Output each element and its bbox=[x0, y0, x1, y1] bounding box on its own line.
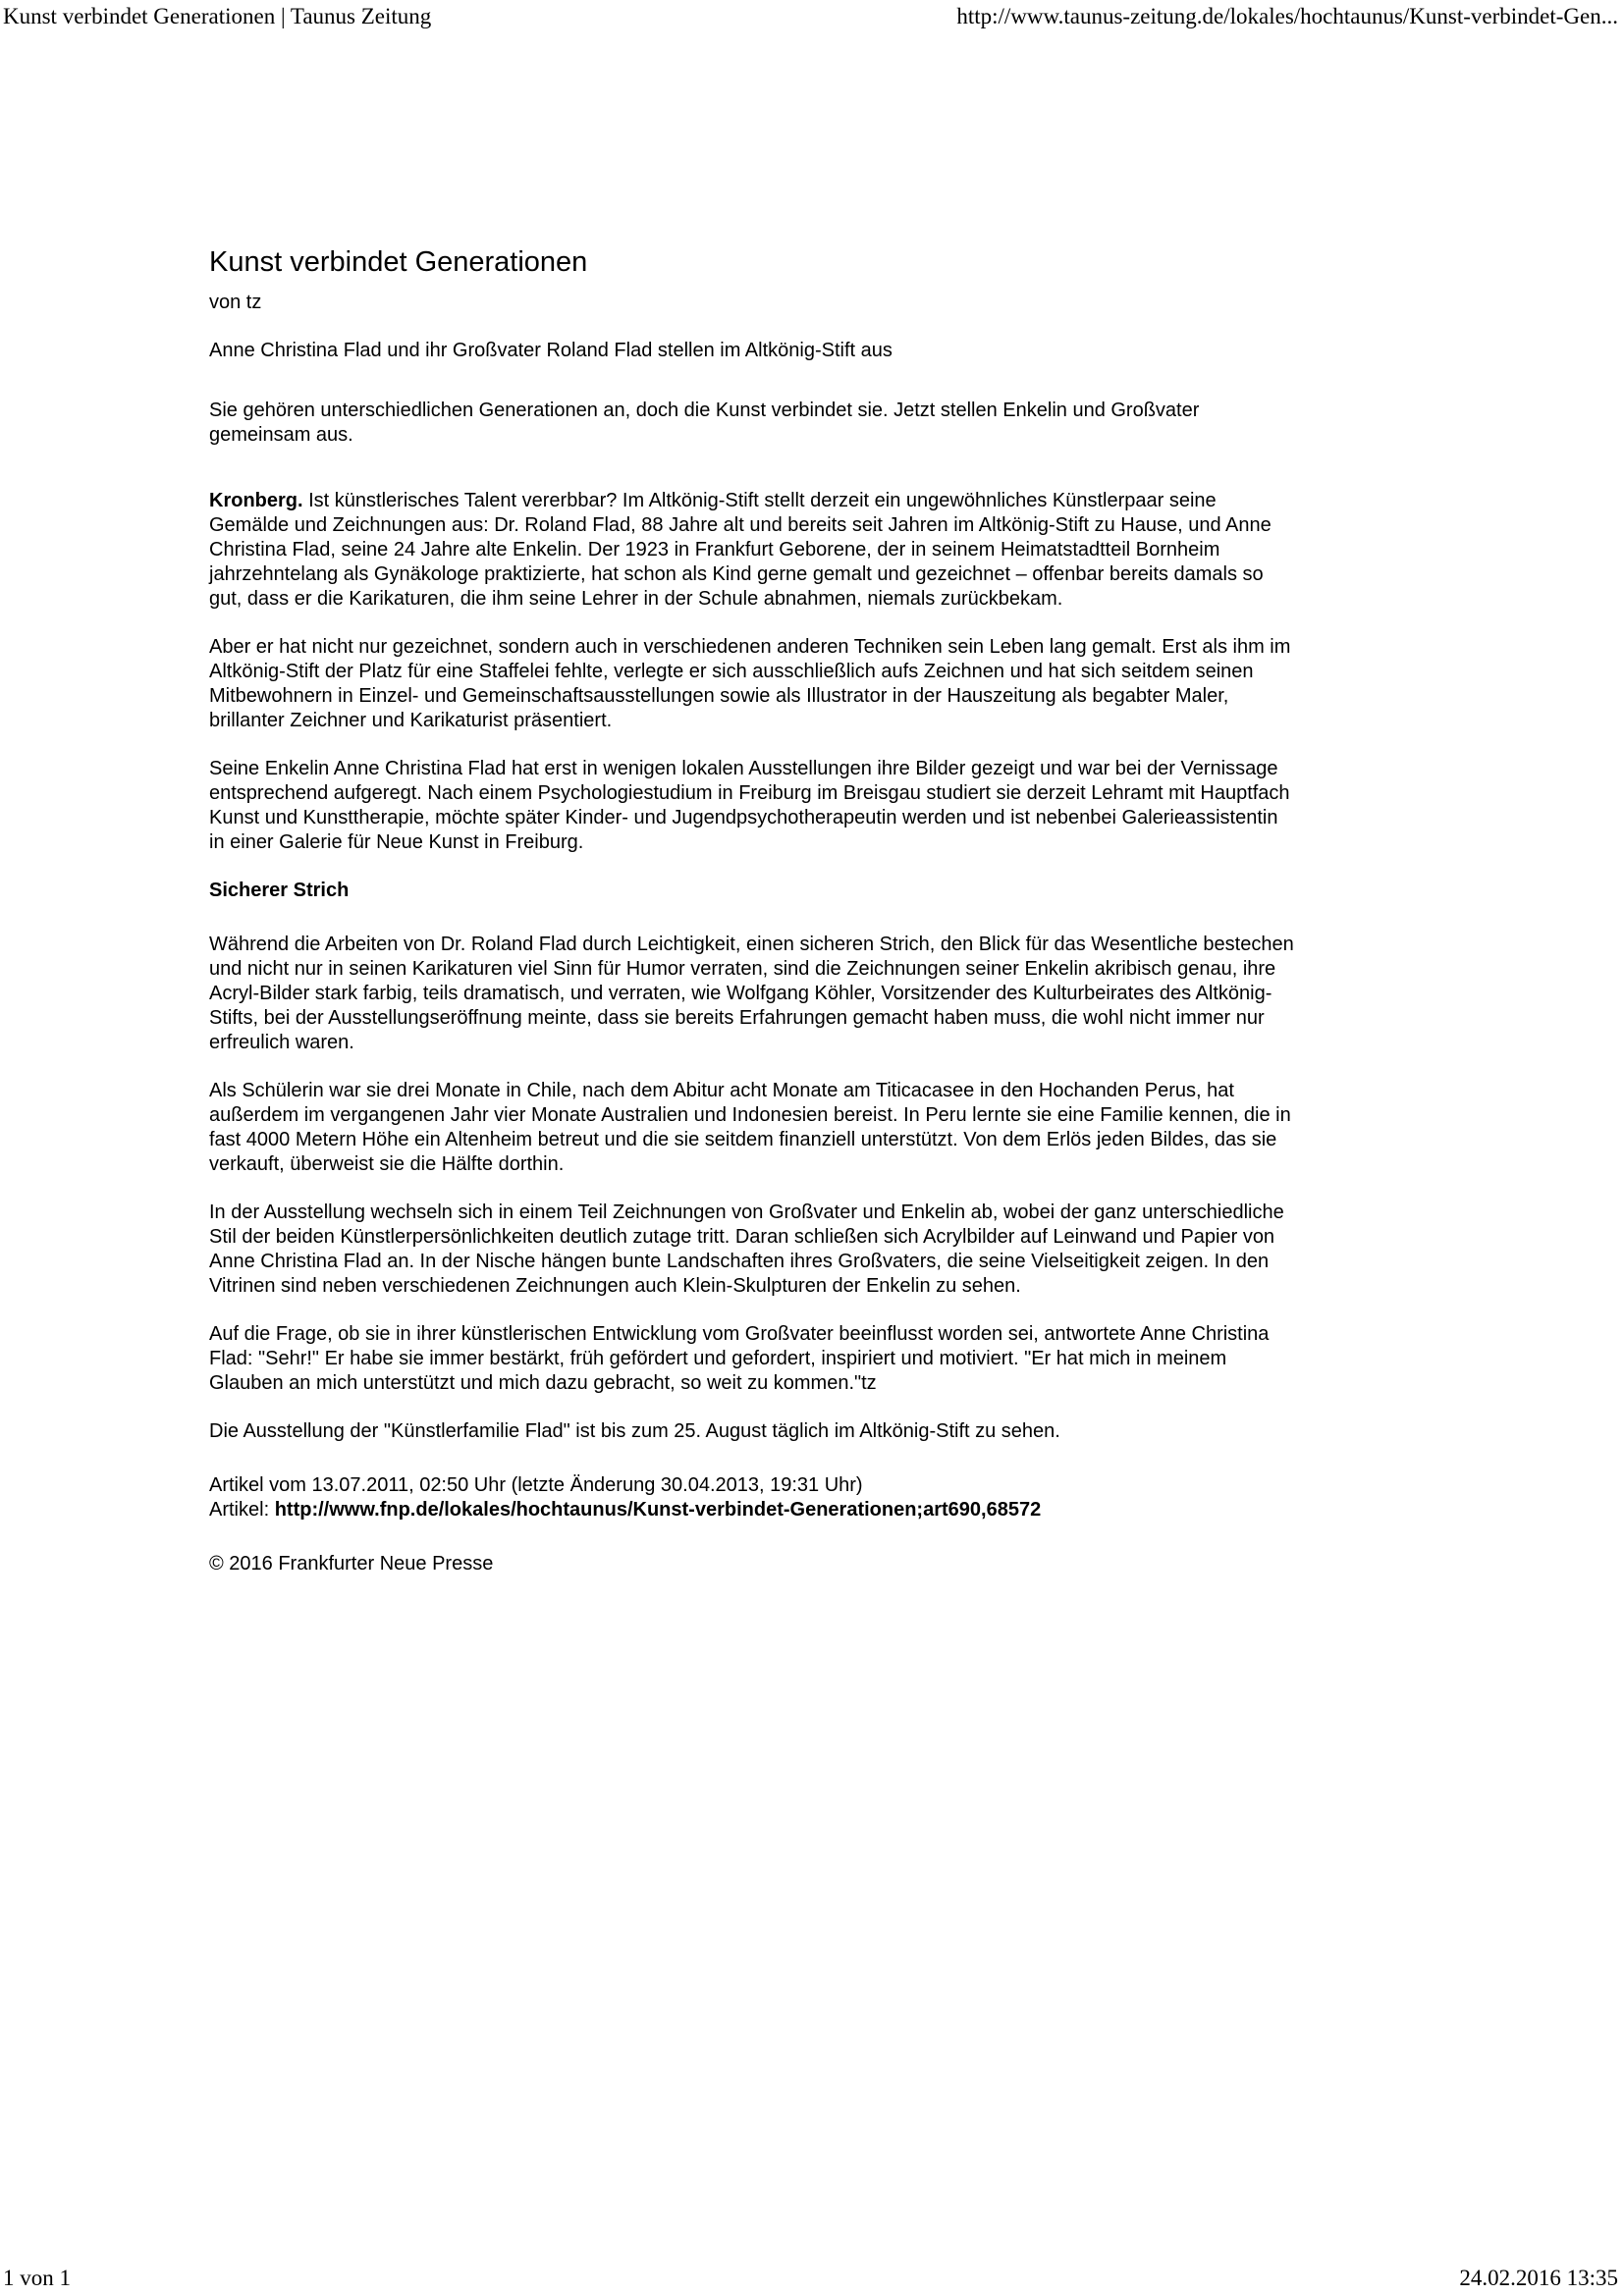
article-paragraph: Aber er hat nicht nur gezeichnet, sondern auch in verschiedenen anderen Techniken sein Leben lang gemalt. Erst als ihm im Altkönig-Stift der Platz für eine Staffelei fehlte, verlegte er sich ausschließlich aufs Zeichnen und hat sich seitdem seinen Mitbewohnern in Einzel- und Gemeinschaftsausstellungen sowie als Illustrator in der Hauszeitung als begabter Maler, brillanter Zeichner und Karikaturist präsentiert. bbox=[209, 636, 1291, 731]
article-lead: Sie gehören unterschiedlichen Generationen an, doch die Kunst verbindet sie. Jetzt stellen Enkelin und Großvater gemeinsam aus. bbox=[209, 400, 1200, 446]
print-header-url: http://www.taunus-zeitung.de/lokales/hochtaunus/Kunst-verbindet-Gen... bbox=[956, 4, 1618, 28]
article-body bbox=[209, 245, 1297, 1576]
footer-page-number: 1 von 1 bbox=[3, 2266, 71, 2290]
print-footer bbox=[3, 2265, 1618, 2291]
article-meta-source bbox=[209, 1498, 1297, 1522]
article-paragraph: Während die Arbeiten von Dr. Roland Flad durch Leichtigkeit, einen sicheren Strich, den Blick für das Wesentliche bestechen und nicht nur in seinen Karikaturen viel Sinn für Humor verraten, sind die Zeichnungen seiner Enkelin akribisch genau, ihre Acryl-Bilder stark farbig, teils dramatisch, und verraten, wie Wolfgang Köhler, Vorsitzender des Kulturbeirates des Altkönig-Stifts, bei der Ausstellungseröffnung meinte, dass sie bereits Erfahrungen gemacht haben muss, die wohl nicht immer nur erfreulich waren. bbox=[209, 934, 1294, 1053]
article-meta-date: Artikel vom 13.07.2011, 02:50 Uhr (letzte Änderung 30.04.2013, 19:31 Uhr) bbox=[209, 1474, 863, 1496]
article-dateline: Kronberg. bbox=[209, 490, 303, 511]
section-heading: Sicherer Strich bbox=[209, 880, 350, 901]
print-header-title: Kunst verbindet Generationen | Taunus Zeitung bbox=[3, 4, 432, 28]
article-paragraph: Auf die Frage, ob sie in ihrer künstlerischen Entwicklung vom Großvater beeinflusst worden sei, antwortete Anne Christina Flad: "Sehr!" Er habe sie immer bestärkt, früh gefördert und gefordert, inspiriert und motiviert. "Er hat mich in meinem Glauben an mich unterstützt und mich dazu gebracht, so weit zu kommen."tz bbox=[209, 1323, 1270, 1394]
article-paragraph: In der Ausstellung wechseln sich in einem Teil Zeichnungen von Großvater und Enkelin ab, wobei der ganz unterschiedliche Stil der beiden Künstlerpersönlichkeiten deutlich zutage tritt. Daran schließen sich Acrylbilder auf Leinwand und Papier von Anne Christina Flad an. In der Nische hängen bunte Landschaften ihres Großvaters, die seine Vielseitigkeit zeigen. In den Vitrinen sind neben verschiedenen Zeichnungen auch Klein-Skulpturen der Enkelin zu sehen. bbox=[209, 1201, 1284, 1297]
article-paragraph: Als Schülerin war sie drei Monate in Chile, nach dem Abitur acht Monate am Titicacasee in den Hochanden Perus, hat außerdem im vergangenen Jahr vier Monate Australien und Indonesien bereist. In Peru lernte sie eine Familie kennen, die in fast 4000 Metern Höhe ein Altenheim betreut und die sie seitdem finanziell unterstützt. Von dem Erlös jeden Bildes, das sie verkauft, überweist sie die Hälfte dorthin. bbox=[209, 1080, 1291, 1175]
footer-timestamp: 24.02.2016 13:35 bbox=[1459, 2266, 1618, 2290]
article-meta-url: http://www.fnp.de/lokales/hochtaunus/Kunst-verbindet-Generationen;art690,68572 bbox=[274, 1499, 1042, 1521]
article-meta-url-label: Artikel: bbox=[209, 1499, 275, 1521]
print-header bbox=[3, 3, 1618, 29]
article-byline: von tz bbox=[209, 292, 262, 313]
article-paragraph-kronberg bbox=[209, 489, 1297, 612]
article-paragraph: Die Ausstellung der "Künstlerfamilie Flad" ist bis zum 25. August täglich im Altkönig-Stift zu sehen. bbox=[209, 1420, 1060, 1442]
article-title: Kunst verbindet Generationen bbox=[209, 246, 588, 278]
article-meta bbox=[209, 1473, 1297, 1522]
copyright-notice: © 2016 Frankfurter Neue Presse bbox=[209, 1553, 494, 1575]
article-paragraph-text: Ist künstlerisches Talent vererbbar? Im Altkönig-Stift stellt derzeit ein ungewöhnliches Künstlerpaar seine Gemälde und Zeichnungen aus: Dr. Roland Flad, 88 Jahre alt und bereits seit Jahren im Altkönig-Stift zu Hause, und Anne Christina Flad, seine 24 Jahre alte Enkelin. Der 1923 in Frankfurt Geborene, der in seinem Heimatstadtteil Bornheim jahrzehntelang als Gynäkologe praktizierte, hat schon als Kind gerne gemalt und gezeichnet – offenbar bereits damals so gut, dass er die Karikaturen, die ihm seine Lehrer in der Schule abnahmen, niemals zurückbekam. bbox=[209, 490, 1272, 610]
article-paragraph: Seine Enkelin Anne Christina Flad hat erst in wenigen lokalen Ausstellungen ihre Bilder gezeigt und war bei der Vernissage entsprechend aufgeregt. Nach einem Psychologiestudium in Freiburg im Breisgau studiert sie derzeit Lehramt mit Hauptfach Kunst und Kunsttherapie, möchte später Kinder- und Jugendpsychotherapeutin werden und ist nebenbei Galerieassistentin in einer Galerie für Neue Kunst in Freiburg. bbox=[209, 758, 1290, 853]
article-subtitle: Anne Christina Flad und ihr Großvater Roland Flad stellen im Altkönig-Stift aus bbox=[209, 340, 893, 361]
